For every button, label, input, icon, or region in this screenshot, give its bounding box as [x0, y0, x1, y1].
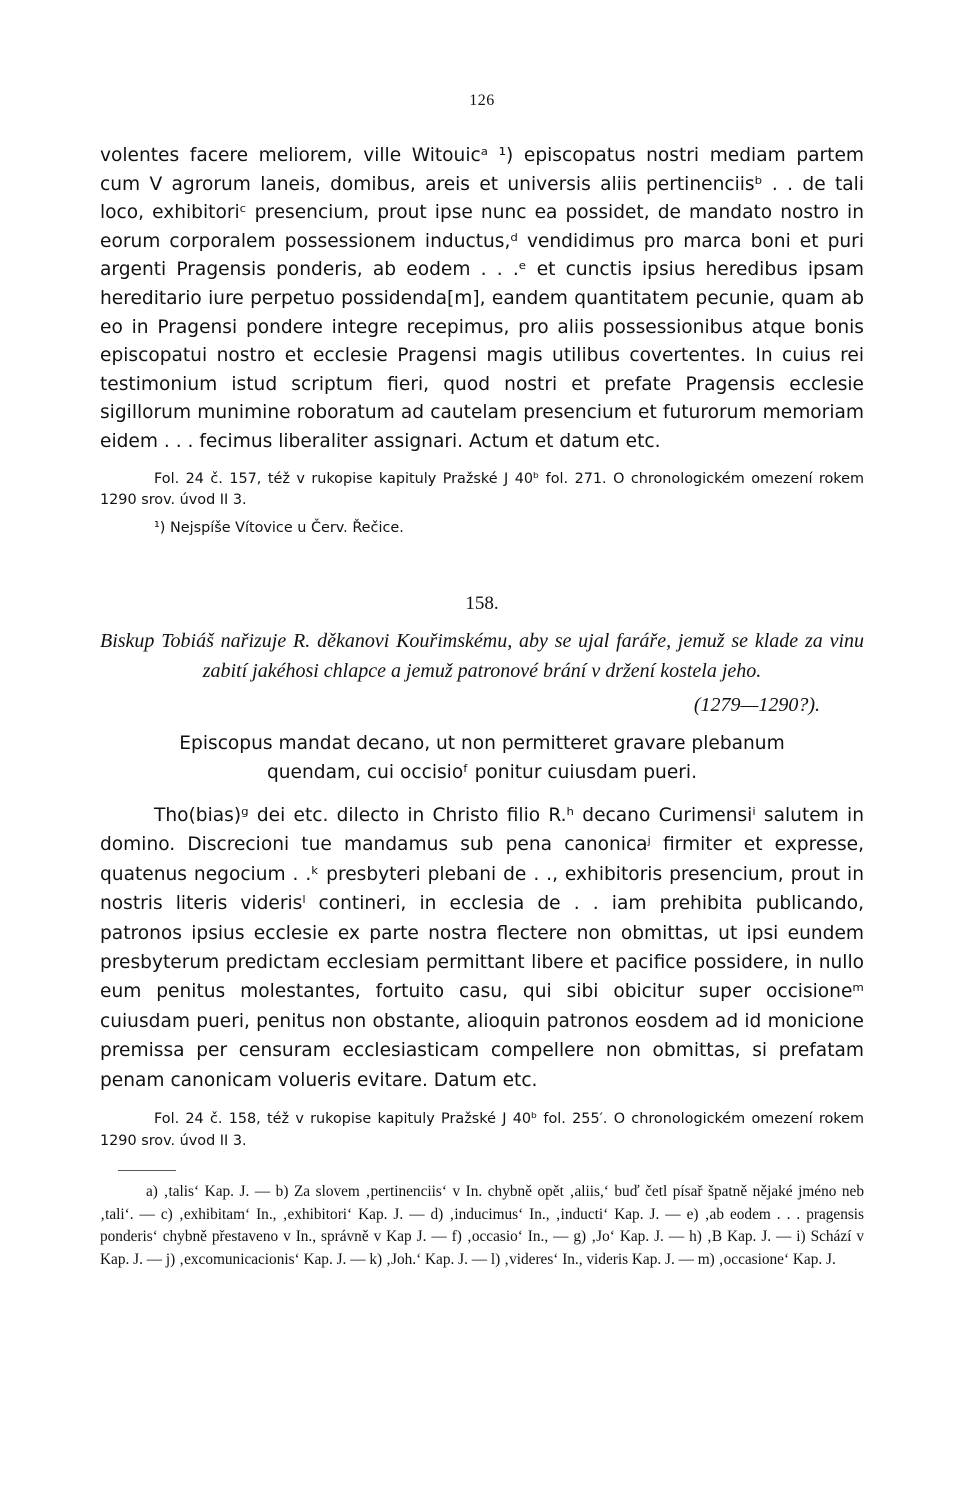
critical-apparatus	[100, 1181, 864, 1271]
page	[100, 92, 864, 1271]
document-number: 158.	[465, 593, 499, 615]
apparatus-text: a) ‚talis‘ Kap. J. — b) Za slovem ‚pertinenciis‘ v In. chybně opět ‚aliis,‘ buď četl písař špatně nějaké jméno neb ‚tali‘. — c) ‚exhibitam‘ In., ‚exhibitori‘ Kap. J. — d) ‚inducimus‘ In., ‚inducti‘ Kap. J. — e) ‚ab eodem . . . pragensis ponderis‘ chybně přestaveno v In., správně v Kap J. — f) ‚occasio‘ In., — g) ‚Jo‘ Kap. J. — h) ‚B Kap. J. — i) Schází v Kap. J. — j) ‚excomunicacionis‘ Kap. J. — k) ‚Joh.‘ Kap. J. — l) ‚videres‘ In., videris Kap. J. — m) ‚occasione‘ Kap. J.	[100, 1183, 864, 1268]
footnote-divider	[118, 1170, 176, 1171]
document-date: (1279—1290?).	[693, 694, 820, 717]
document-158-text: Tho(bias)ᵍ dei etc. dilecto in Christo filio R.ʰ decano Curimensiⁱ salutem in domino. Discrecioni tue mandamus sub pena canonicaʲ firmiter et expresse, quatenus negocium . .ᵏ presbyteri plebani de . ., exhibitoris presencium, prout in nostris literis viderisˡ contineri, in ecclesia de . . iam prehibita publicando, patronos ipsius ecclesie ex parte nostra flectere non obmittas, ut ipsi eundem presbyterum predictam ecclesiam permittant libere et pacifice possidere, in nullo eum penitus molestantes, fortuito casu, qui sibi obicitur super occisioneᵐ cuiusdam pueri, penitus non obstante, alioquin patronos eosdem ad id monicione premissa per censuram ecclesiasticam compellere non obmittas, si prefatam penam canonicam volueris evitare. Datum etc.	[100, 805, 864, 1091]
document-157-footnote: ¹) Nejspíše Vítovice u Červ. Řečice.	[154, 519, 404, 536]
document-157-text: volentes facere meliorem, ville Witouicᵃ ¹) episcopatus nostri mediam partem cum V agrorum laneis, domibus, areis et universis aliis pertinenciisᵇ . . de tali loco, exhibitoriᶜ presencium, prout ipse nunc ea possidet, de mandato nostro in eorum corporalem possessionem inductus,ᵈ vendidimus pro marca boni et puri argenti Pragensis ponderis, ab eodem . . .ᵉ et cunctis ipsius heredibus ipsam hereditario iure perpetuo possidenda[m], eandem quantitatem pecunie, quam ab eo in Pragensi pondere integre recepimus, pro aliis possessionibus atque bonis episcopatui nostro et ecclesie Pragensi magis utilibus covertentes. In cuius rei testimonium istud scriptum fieri, quod nostri et prefate Pragensis ecclesie sigillorum munimine roboratum ad cautelam presencium et futurorum memoriam eidem . . . fecimus liberaliter assignari. Actum et datum etc.	[100, 145, 864, 452]
document-158-source: Fol. 24 č. 158, též v rukopise kapituly Pražské J 40ᵇ fol. 255′. O chronologickém omezení rokem 1290 srov. úvod II 3.	[100, 1111, 864, 1149]
page-number: 126	[469, 92, 495, 109]
document-heading: Biskup Tobiáš nařizuje R. děkanovi Kouřimskému, aby se ujal faráře, jemuž se klade za vinu zabití jakéhosi chlapce a jemuž patronové brání v držení kostela jeho.	[100, 630, 864, 682]
document-157-source: Fol. 24 č. 157, též v rukopise kapituly Pražské J 40ᵇ fol. 271. O chronologickém omezení rokem 1290 srov. úvod II 3.	[100, 470, 864, 509]
document-regest: Episcopus mandat decano, ut non permitteret gravare plebanum quendam, cui occisioᶠ ponitur cuiusdam pueri.	[179, 733, 785, 784]
